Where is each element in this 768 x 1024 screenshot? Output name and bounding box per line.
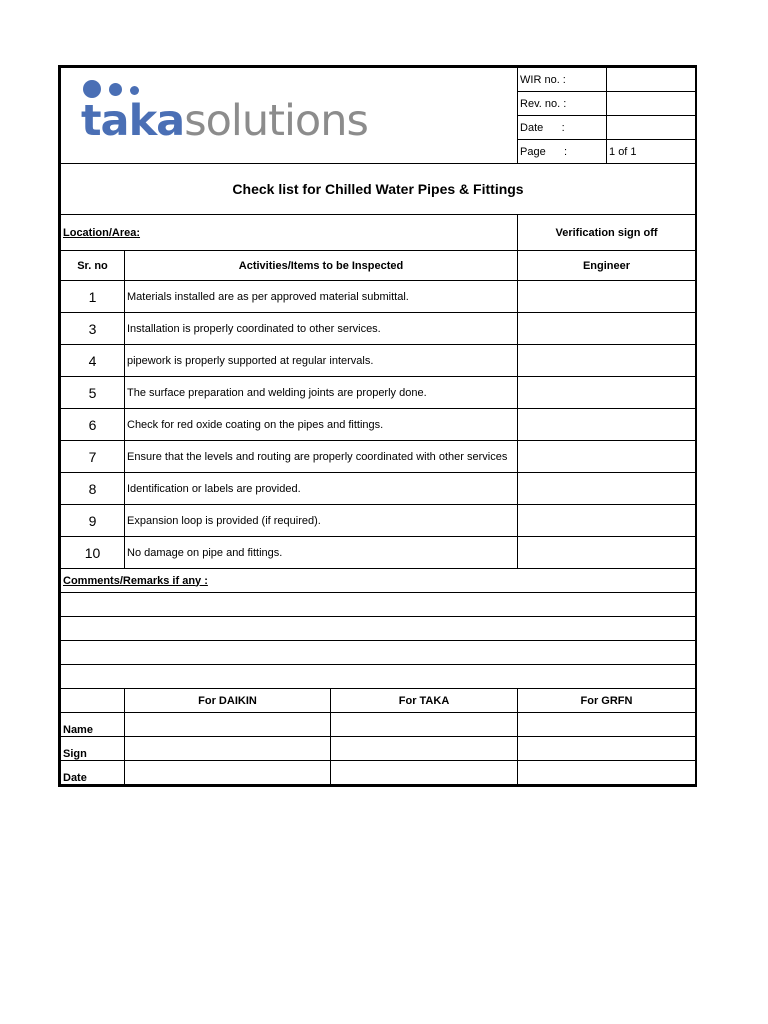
signoff-col-taka: For TAKA — [331, 689, 518, 713]
item-text: pipework is properly supported at regular intervals. — [125, 345, 518, 377]
table-row — [61, 537, 696, 569]
engineer-signoff-cell[interactable] — [518, 505, 696, 537]
item-number: 8 — [61, 473, 125, 505]
item-number: 4 — [61, 345, 125, 377]
column-header-row — [61, 251, 696, 281]
page-value: 1 of 1 — [607, 140, 696, 164]
logo-wordmark — [81, 96, 368, 146]
item-number: 5 — [61, 377, 125, 409]
item-number: 9 — [61, 505, 125, 537]
page-label: Page : — [518, 140, 607, 164]
signoff-row-date — [61, 761, 696, 785]
signoff-header-row — [61, 689, 696, 713]
table-row — [61, 505, 696, 537]
engineer-signoff-cell[interactable] — [518, 377, 696, 409]
item-text: Installation is properly coordinated to other services. — [125, 313, 518, 345]
item-text: Check for red oxide coating on the pipes and fittings. — [125, 409, 518, 441]
date-label: Date : — [518, 116, 607, 140]
table-row — [61, 281, 696, 313]
verification-label: Verification sign off — [518, 215, 696, 251]
col-sr-no: Sr. no — [61, 251, 125, 281]
signoff-corner — [61, 689, 125, 713]
signoff-cell[interactable] — [518, 761, 696, 785]
header-row-wir — [61, 68, 696, 92]
engineer-signoff-cell[interactable] — [518, 537, 696, 569]
item-number: 6 — [61, 409, 125, 441]
table-row — [61, 377, 696, 409]
item-text: Ensure that the levels and routing are properly coordinated with other services — [125, 441, 518, 473]
comment-field[interactable] — [61, 641, 696, 665]
table-row — [61, 473, 696, 505]
comment-field[interactable] — [61, 665, 696, 689]
signoff-cell[interactable] — [518, 737, 696, 761]
item-text: Materials installed are as per approved material submittal. — [125, 281, 518, 313]
date-value[interactable] — [607, 116, 696, 140]
signoff-row-sign — [61, 737, 696, 761]
engineer-signoff-cell[interactable] — [518, 473, 696, 505]
col-activities: Activities/Items to be Inspected — [125, 251, 518, 281]
comment-line — [61, 593, 696, 617]
signoff-cell[interactable] — [331, 713, 518, 737]
table-row — [61, 441, 696, 473]
comments-header-row — [61, 569, 696, 593]
table-row — [61, 409, 696, 441]
signoff-cell[interactable] — [125, 713, 331, 737]
checklist-sheet — [58, 65, 697, 787]
rev-value[interactable] — [607, 92, 696, 116]
title-row — [61, 164, 696, 215]
engineer-signoff-cell[interactable] — [518, 409, 696, 441]
engineer-signoff-cell[interactable] — [518, 345, 696, 377]
signoff-row-name — [61, 713, 696, 737]
comments-label: Comments/Remarks if any : — [61, 569, 696, 593]
rev-label: Rev. no. : — [518, 92, 607, 116]
signoff-row-label: Sign — [61, 737, 125, 761]
engineer-signoff-cell[interactable] — [518, 281, 696, 313]
comment-line — [61, 617, 696, 641]
engineer-signoff-cell[interactable] — [518, 441, 696, 473]
signoff-cell[interactable] — [125, 737, 331, 761]
item-number: 3 — [61, 313, 125, 345]
logo-cell — [61, 68, 518, 164]
logo-text-light: solutions — [184, 96, 368, 146]
signoff-row-label: Name — [61, 713, 125, 737]
location-label: Location/Area: — [61, 215, 518, 251]
signoff-cell[interactable] — [518, 713, 696, 737]
signoff-cell[interactable] — [331, 761, 518, 785]
wir-label: WIR no. : — [518, 68, 607, 92]
col-engineer: Engineer — [518, 251, 696, 281]
item-text: Expansion loop is provided (if required). — [125, 505, 518, 537]
item-text: Identification or labels are provided. — [125, 473, 518, 505]
engineer-signoff-cell[interactable] — [518, 313, 696, 345]
comment-line — [61, 641, 696, 665]
signoff-col-grfn: For GRFN — [518, 689, 696, 713]
wir-value[interactable] — [607, 68, 696, 92]
item-number: 7 — [61, 441, 125, 473]
table-row — [61, 313, 696, 345]
page-title: Check list for Chilled Water Pipes & Fittings — [61, 164, 696, 215]
comment-line — [61, 665, 696, 689]
table-row — [61, 345, 696, 377]
signoff-row-label: Date — [61, 761, 125, 785]
signoff-cell[interactable] — [331, 737, 518, 761]
location-row — [61, 215, 696, 251]
logo-text-bold: taka — [81, 96, 185, 146]
item-number: 1 — [61, 281, 125, 313]
signoff-col-daikin: For DAIKIN — [125, 689, 331, 713]
signoff-cell[interactable] — [125, 761, 331, 785]
comment-field[interactable] — [61, 617, 696, 641]
checklist-table — [60, 67, 696, 785]
comment-field[interactable] — [61, 593, 696, 617]
item-text: The surface preparation and welding joints are properly done. — [125, 377, 518, 409]
item-number: 10 — [61, 537, 125, 569]
item-text: No damage on pipe and fittings. — [125, 537, 518, 569]
